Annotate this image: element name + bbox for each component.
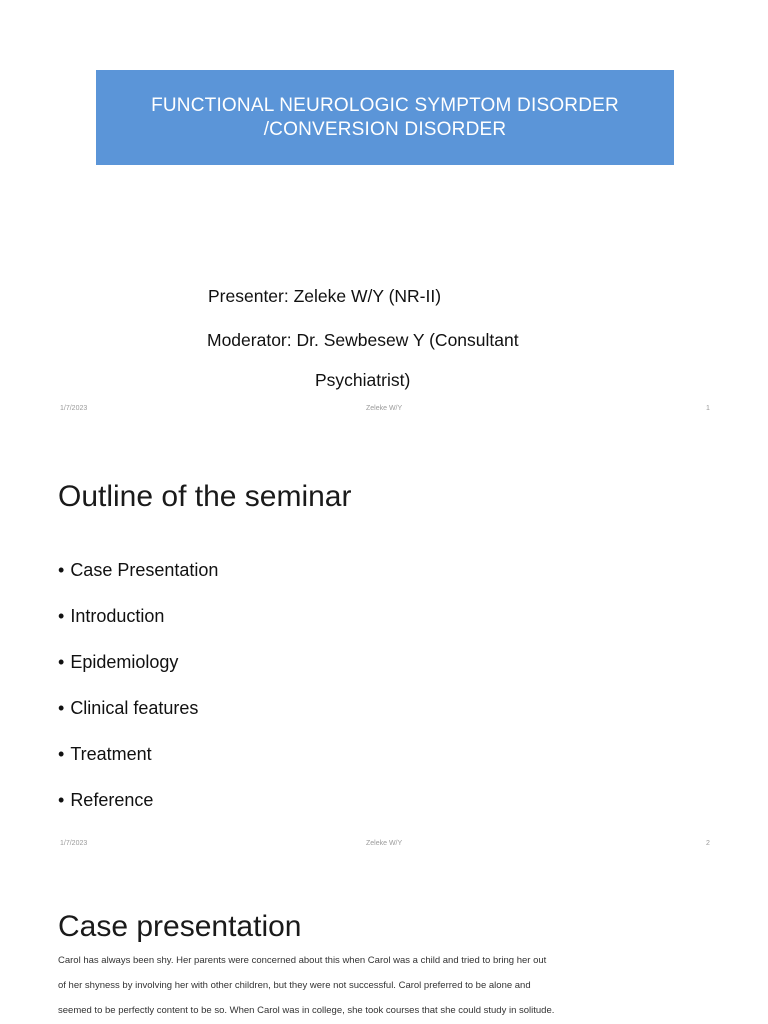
footer-page-number: 1: [706, 405, 710, 412]
outline-item: • Case Presentation: [58, 558, 218, 604]
outline-item: • Epidemiology: [58, 650, 218, 696]
footer-date: 1/7/2023: [60, 405, 88, 412]
slide-footer: [0, 840, 768, 854]
outline-item: • Reference: [58, 788, 218, 834]
footer-author: Zeleke W/Y: [366, 840, 403, 847]
moderator-text: Moderator: Dr. Sewbesew Y (Consultant: [207, 330, 519, 350]
footer-author: Zeleke W/Y: [366, 405, 403, 412]
case-text: [58, 948, 678, 1023]
slide-2: [0, 440, 768, 855]
outline-item: • Clinical features: [58, 696, 218, 742]
case-text-line: of her shyness by involving her with other children, but they were not successful. Carol preferred to be alone and: [58, 980, 531, 991]
footer-date: 1/7/2023: [60, 840, 88, 847]
title-line-1: FUNCTIONAL NEUROLOGIC SYMPTOM DISORDER: [151, 94, 619, 116]
moderator-text-continued: Psychiatrist): [315, 370, 411, 390]
footer-page-number: 2: [706, 840, 710, 847]
slide-heading: Outline of the seminar: [58, 480, 352, 513]
presenter-text: Presenter: Zeleke W/Y (NR-II): [208, 286, 442, 306]
slide-heading: Case presentation: [58, 910, 302, 943]
case-text-line: seemed to be perfectly content to be so. When Carol was in college, she took courses that she could study in solitude.: [58, 1005, 555, 1016]
title-banner: [96, 70, 674, 165]
outline-item: • Treatment: [58, 742, 218, 788]
slide-footer: [0, 405, 768, 419]
outline-item: • Introduction: [58, 604, 218, 650]
outline-list: [58, 558, 218, 834]
title-line-2: /CONVERSION DISORDER: [263, 118, 507, 140]
slide-1: [0, 0, 768, 432]
case-text-line: Carol has always been shy. Her parents were concerned about this when Carol was a child and tried to bring her out: [58, 955, 547, 966]
slide-3: [0, 870, 768, 1024]
